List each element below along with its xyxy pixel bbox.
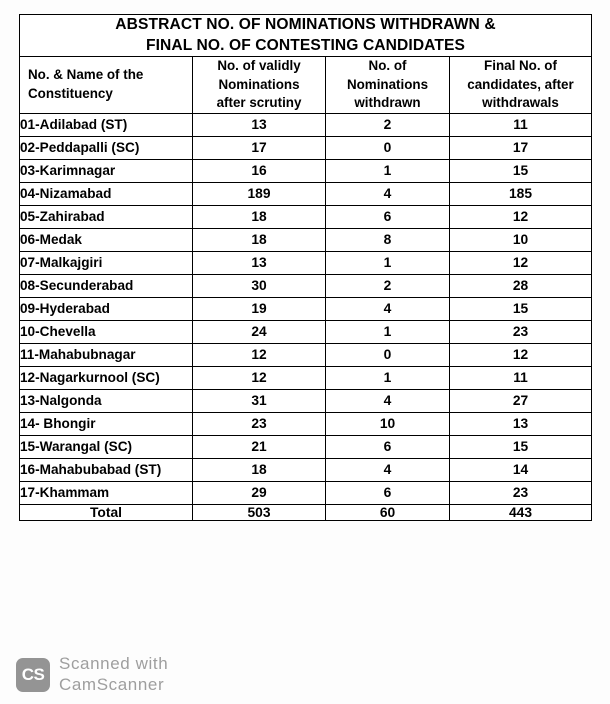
table-row bbox=[20, 458, 592, 481]
cell-withdrawn: 4 bbox=[326, 458, 450, 481]
cell-withdrawn: 2 bbox=[326, 274, 450, 297]
cell-constituency: 12-Nagarkurnool (SC) bbox=[20, 366, 193, 389]
cell-validly: 12 bbox=[193, 366, 326, 389]
table-row bbox=[20, 251, 592, 274]
column-header-validly-nominations: No. of validly Nominations after scrutiny bbox=[193, 57, 326, 114]
cell-constituency: 01-Adilabad (ST) bbox=[20, 113, 193, 136]
table-row bbox=[20, 136, 592, 159]
cell-constituency: 05-Zahirabad bbox=[20, 205, 193, 228]
cell-withdrawn: 1 bbox=[326, 366, 450, 389]
cell-withdrawn: 0 bbox=[326, 343, 450, 366]
cell-validly: 18 bbox=[193, 228, 326, 251]
cell-validly: 29 bbox=[193, 481, 326, 504]
cell-validly: 24 bbox=[193, 320, 326, 343]
cell-validly: 18 bbox=[193, 205, 326, 228]
cell-total-final: 443 bbox=[450, 504, 592, 520]
cell-final: 27 bbox=[450, 389, 592, 412]
cell-final: 23 bbox=[450, 481, 592, 504]
cell-constituency: 16-Mahabubabad (ST) bbox=[20, 458, 193, 481]
cell-constituency: 02-Peddapalli (SC) bbox=[20, 136, 193, 159]
cell-withdrawn: 6 bbox=[326, 205, 450, 228]
cell-constituency: 15-Warangal (SC) bbox=[20, 435, 193, 458]
cell-final: 15 bbox=[450, 159, 592, 182]
table-row bbox=[20, 481, 592, 504]
cell-validly: 16 bbox=[193, 159, 326, 182]
table-row bbox=[20, 366, 592, 389]
camscanner-watermark bbox=[16, 654, 168, 695]
camscanner-logo-icon: CS bbox=[16, 658, 50, 692]
cell-final: 13 bbox=[450, 412, 592, 435]
cell-validly: 13 bbox=[193, 113, 326, 136]
cell-final: 28 bbox=[450, 274, 592, 297]
cell-withdrawn: 2 bbox=[326, 113, 450, 136]
cell-final: 12 bbox=[450, 343, 592, 366]
cell-constituency: 11-Mahabubnagar bbox=[20, 343, 193, 366]
column-header-final-candidates: Final No. of candidates, after withdrawals bbox=[450, 57, 592, 114]
watermark-line-1: Scanned with bbox=[59, 654, 169, 673]
cell-final: 12 bbox=[450, 205, 592, 228]
cell-final: 15 bbox=[450, 435, 592, 458]
cell-total-withdrawn: 60 bbox=[326, 504, 450, 520]
document-title bbox=[20, 15, 592, 57]
table-row bbox=[20, 205, 592, 228]
table-row bbox=[20, 297, 592, 320]
abstract-table-container bbox=[19, 14, 591, 521]
table-row bbox=[20, 435, 592, 458]
cell-withdrawn: 10 bbox=[326, 412, 450, 435]
table-row bbox=[20, 182, 592, 205]
column-header-constituency: No. & Name of the Constituency bbox=[20, 57, 193, 114]
cell-total-label: Total bbox=[20, 504, 193, 520]
cell-validly: 19 bbox=[193, 297, 326, 320]
cell-final: 23 bbox=[450, 320, 592, 343]
cell-constituency: 08-Secunderabad bbox=[20, 274, 193, 297]
cell-withdrawn: 8 bbox=[326, 228, 450, 251]
cell-constituency: 14- Bhongir bbox=[20, 412, 193, 435]
table-row bbox=[20, 343, 592, 366]
table-row bbox=[20, 113, 592, 136]
cell-final: 11 bbox=[450, 113, 592, 136]
cell-validly: 189 bbox=[193, 182, 326, 205]
cell-validly: 17 bbox=[193, 136, 326, 159]
cell-final: 11 bbox=[450, 366, 592, 389]
abstract-table bbox=[19, 14, 592, 521]
table-row bbox=[20, 159, 592, 182]
cell-final: 14 bbox=[450, 458, 592, 481]
cell-constituency: 04-Nizamabad bbox=[20, 182, 193, 205]
cell-constituency: 07-Malkajgiri bbox=[20, 251, 193, 274]
table-title-row bbox=[20, 15, 592, 57]
cell-withdrawn: 4 bbox=[326, 297, 450, 320]
cell-withdrawn: 4 bbox=[326, 389, 450, 412]
table-row bbox=[20, 274, 592, 297]
cell-final: 12 bbox=[450, 251, 592, 274]
cell-final: 185 bbox=[450, 182, 592, 205]
cell-withdrawn: 6 bbox=[326, 481, 450, 504]
cell-final: 10 bbox=[450, 228, 592, 251]
title-line-1: ABSTRACT NO. OF NOMINATIONS WITHDRAWN & bbox=[115, 16, 496, 33]
cell-withdrawn: 1 bbox=[326, 320, 450, 343]
cell-withdrawn: 6 bbox=[326, 435, 450, 458]
cell-validly: 23 bbox=[193, 412, 326, 435]
table-row bbox=[20, 389, 592, 412]
table-row bbox=[20, 412, 592, 435]
title-line-2: FINAL NO. OF CONTESTING CANDIDATES bbox=[145, 36, 466, 54]
cell-constituency: 06-Medak bbox=[20, 228, 193, 251]
table-row bbox=[20, 320, 592, 343]
cell-validly: 31 bbox=[193, 389, 326, 412]
cell-validly: 18 bbox=[193, 458, 326, 481]
cell-constituency: 10-Chevella bbox=[20, 320, 193, 343]
cell-validly: 21 bbox=[193, 435, 326, 458]
cell-constituency: 17-Khammam bbox=[20, 481, 193, 504]
camscanner-watermark-text bbox=[59, 654, 168, 695]
watermark-line-2: CamScanner bbox=[59, 674, 165, 694]
cell-validly: 30 bbox=[193, 274, 326, 297]
cell-withdrawn: 4 bbox=[326, 182, 450, 205]
cell-constituency: 03-Karimnagar bbox=[20, 159, 193, 182]
cell-total-validly: 503 bbox=[193, 504, 326, 520]
cell-withdrawn: 0 bbox=[326, 136, 450, 159]
cell-validly: 12 bbox=[193, 343, 326, 366]
cell-constituency: 09-Hyderabad bbox=[20, 297, 193, 320]
cell-withdrawn: 1 bbox=[326, 251, 450, 274]
cell-validly: 13 bbox=[193, 251, 326, 274]
table-total-row bbox=[20, 504, 592, 520]
cell-final: 15 bbox=[450, 297, 592, 320]
cell-constituency: 13-Nalgonda bbox=[20, 389, 193, 412]
column-header-nominations-withdrawn: No. of Nominations withdrawn bbox=[326, 57, 450, 114]
cell-final: 17 bbox=[450, 136, 592, 159]
cell-withdrawn: 1 bbox=[326, 159, 450, 182]
table-header-row bbox=[20, 57, 592, 114]
table-row bbox=[20, 228, 592, 251]
